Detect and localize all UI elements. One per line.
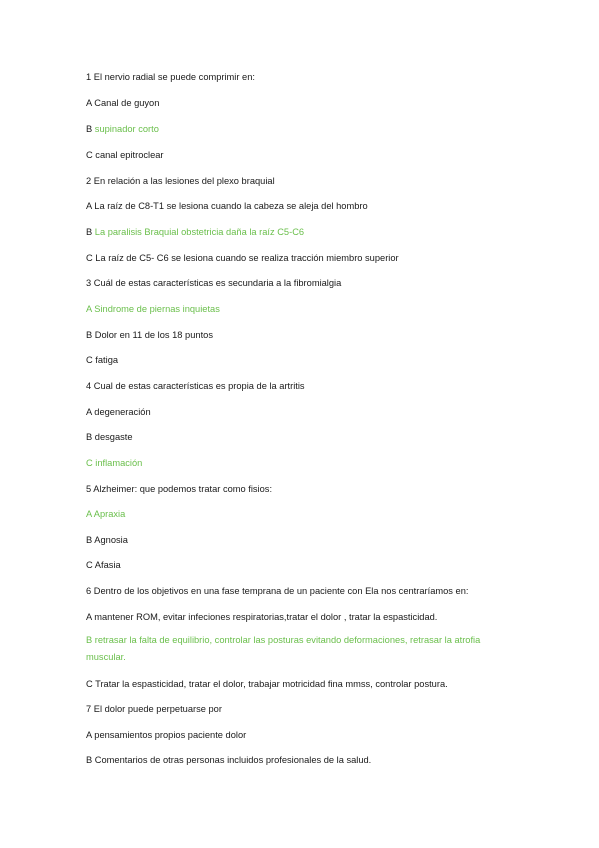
option-letter: B (86, 124, 95, 134)
q3-option-b: B Dolor en 11 de los 18 puntos (86, 330, 213, 340)
q5-option-a-correct: A Apraxia (86, 509, 126, 519)
q2-option-a: A La raíz de C8-T1 se lesiona cuando la cabeza se aleja del hombro (86, 201, 368, 211)
question-5: 5 Alzheimer: que podemos tratar como fisios: (86, 484, 273, 494)
question-3: 3 Cuál de estas características es secundaria a la fibromialgia (86, 278, 342, 288)
q4-option-b: B desgaste (86, 432, 133, 442)
q1-option-b (86, 123, 159, 135)
q4-option-a: A degeneración (86, 407, 151, 417)
q1-option-c: C canal epitroclear (86, 150, 164, 160)
q7-option-b: B Comentarios de otras personas incluidos profesionales de la salud. (86, 755, 372, 765)
q2-option-c: C La raíz de C5- C6 se lesiona cuando se realiza tracción miembro superior (86, 253, 399, 263)
q3-option-a-correct: A Sindrome de piernas inquietas (86, 304, 220, 314)
q1-option-a: A Canal de guyon (86, 98, 160, 108)
question-2: 2 En relación a las lesiones del plexo braquial (86, 176, 275, 186)
question-1: 1 El nervio radial se puede comprimir en: (86, 72, 255, 82)
q4-option-c-correct: C inflamación (86, 458, 143, 468)
q2-option-b (86, 226, 304, 238)
q6-option-a: A mantener ROM, evitar infeciones respiratorias,tratar el dolor , tratar la espasticidad. (86, 612, 438, 622)
q6-option-b-correct: B retrasar la falta de equilibrio, controlar las posturas evitando deformaciones, retrasar la atrofia muscular. (86, 635, 481, 662)
question-7: 7 El dolor puede perpetuarse por (86, 704, 222, 714)
q7-option-a: A pensamientos propios paciente dolor (86, 730, 247, 740)
q5-option-b: B Agnosia (86, 535, 128, 545)
option-letter: B (86, 227, 95, 237)
correct-answer-text: supinador corto (94, 124, 159, 134)
q6-option-c: C Tratar la espasticidad, tratar el dolor, trabajar motricidad fina mmss, controlar postura. (86, 679, 448, 689)
correct-answer-text: La paralisis Braquial obstetricia daña la raíz C5-C6 (94, 227, 305, 237)
question-6: 6 Dentro de los objetivos en una fase temprana de un paciente con Ela nos centraríamos en: (86, 586, 469, 596)
q5-option-c: C Afasia (86, 560, 121, 570)
question-4: 4 Cual de estas características es propia de la artritis (86, 381, 305, 391)
q3-option-c: C fatiga (86, 355, 119, 365)
